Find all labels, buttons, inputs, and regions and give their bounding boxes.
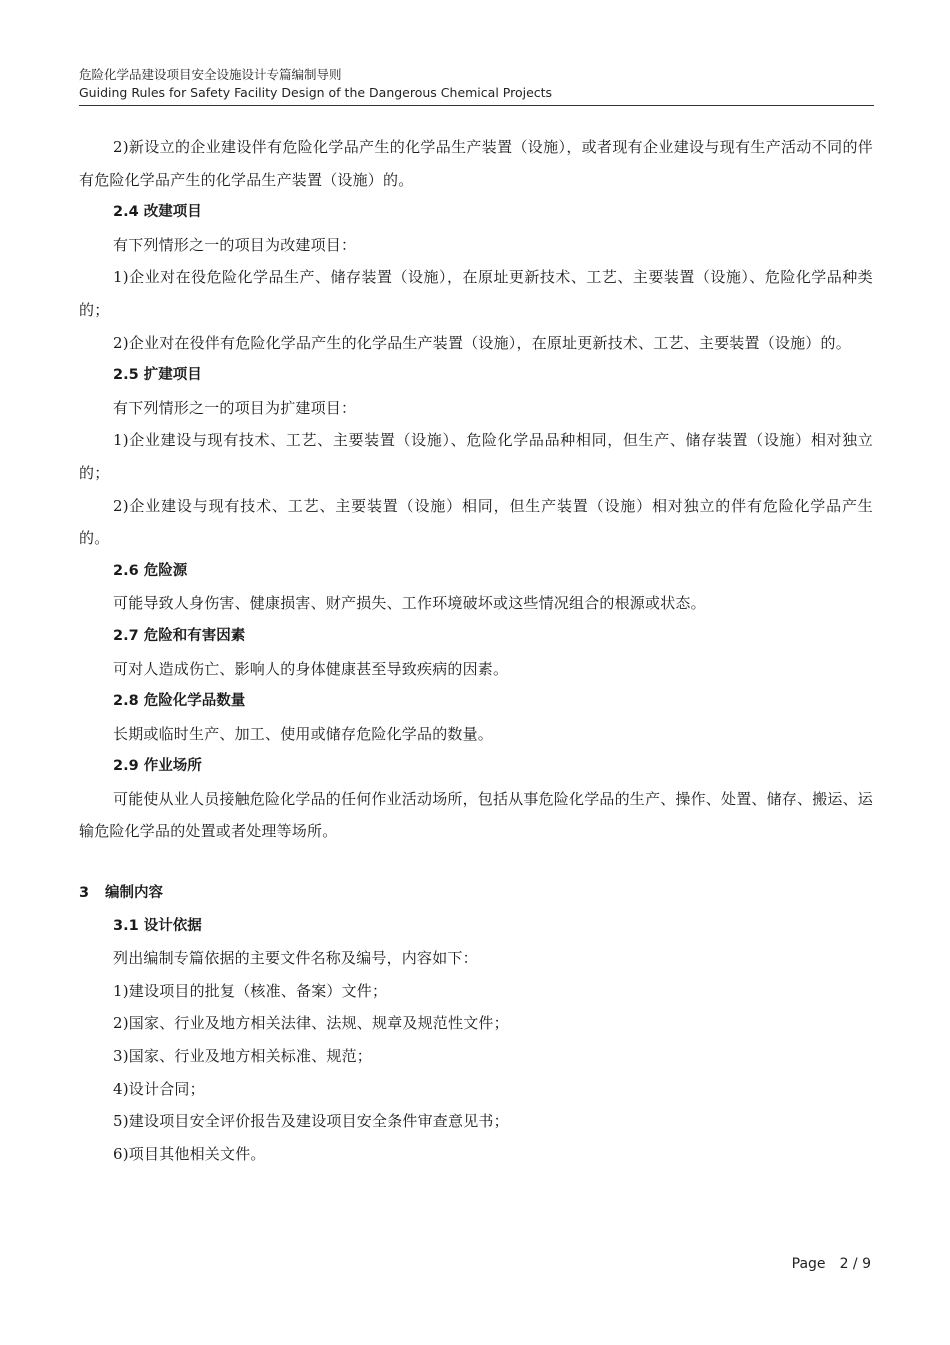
document-body bbox=[79, 131, 873, 1170]
section-heading-3-1: 3.1 设计依据 bbox=[113, 917, 202, 934]
paragraph-2-4-item-1: 1)企业对在役危险化学品生产、储存装置（设施），在原址更新技术、工艺、主要装置（设施）、危险化学品种类的； bbox=[79, 268, 873, 319]
page-header bbox=[79, 66, 874, 102]
section-heading-2-5: 2.5 扩建项目 bbox=[113, 367, 202, 384]
paragraph-2-9: 可能使从业人员接触危险化学品的任何作业活动场所，包括从事危险化学品的生产、操作、处置、储存、搬运、运输危险化学品的处置或者处理等场所。 bbox=[79, 789, 874, 841]
page-number: 2 / 9 bbox=[839, 1256, 871, 1272]
chapter-title: 编制内容 bbox=[105, 885, 163, 902]
paragraph-2-4-item-2: 2)企业对在役伴有危险化学品产生的化学品生产装置（设施），在原址更新技术、工艺、主要装置（设施）的。 bbox=[113, 333, 851, 352]
section-heading-2-4: 2.4 改建项目 bbox=[113, 204, 202, 221]
section-heading-2-7: 2.7 危险和有害因素 bbox=[113, 627, 246, 644]
paragraph-new-project-item-2: 2)新设立的企业建设伴有危险化学品产生的化学品生产装置（设施），或者现有企业建设与现有生产活动不同的伴有危险化学品产生的化学品生产装置（设施）的。 bbox=[79, 138, 873, 189]
paragraph-2-5-intro: 有下列情形之一的项目为扩建项目： bbox=[113, 398, 357, 417]
paragraph-2-5-item-1: 1)企业建设与现有技术、工艺、主要装置（设施）、危险化学品品种相同，但生产、储存装置（设施）相对独立的； bbox=[79, 431, 873, 482]
paragraph-2-7: 可对人造成伤亡、影响人的身体健康甚至导致疾病的因素。 bbox=[113, 659, 509, 678]
section-heading-2-6: 2.6 危险源 bbox=[113, 562, 188, 579]
section-heading-2-8: 2.8 危险化学品数量 bbox=[113, 693, 246, 710]
section-heading-2-9: 2.9 作业场所 bbox=[113, 758, 202, 775]
paragraph-2-6: 可能导致人身伤害、健康损害、财产损失、工作环境破坏或这些情况组合的根源或状态。 bbox=[113, 594, 706, 613]
list-item-3-1-5: 5)建设项目安全评价报告及建设项目安全条件审查意见书； bbox=[113, 1112, 509, 1131]
page-footer bbox=[792, 1256, 871, 1272]
list-item-3-1-1: 1)建设项目的批复（核准、备案）文件； bbox=[113, 981, 388, 1000]
paragraph-2-8: 长期或临时生产、加工、使用或储存危险化学品的数量。 bbox=[113, 724, 494, 743]
list-item-3-1-2: 2)国家、行业及地方相关法律、法规、规章及规范性文件； bbox=[113, 1014, 509, 1033]
header-divider bbox=[79, 105, 874, 106]
chapter-number: 3 bbox=[79, 885, 90, 902]
paragraph-2-4-intro: 有下列情形之一的项目为改建项目： bbox=[113, 235, 357, 254]
page-label: Page bbox=[791, 1256, 826, 1272]
paragraph-3-1-intro: 列出编制专篇依据的主要文件名称及编号，内容如下： bbox=[113, 949, 478, 968]
list-item-3-1-4: 4)设计合同； bbox=[113, 1079, 205, 1098]
chapter-heading-3 bbox=[79, 877, 873, 910]
header-title-english: Guiding Rules for Safety Facility Design of the Dangerous Chemical Projects bbox=[79, 85, 553, 100]
paragraph-2-5-item-2: 2)企业建设与现有技术、工艺、主要装置（设施）相同，但生产装置（设施）相对独立的伴有危险化学品产生的。 bbox=[79, 496, 873, 548]
list-item-3-1-6: 6)项目其他相关文件。 bbox=[113, 1144, 266, 1163]
list-item-3-1-3: 3)国家、行业及地方相关标准、规范； bbox=[113, 1047, 372, 1066]
header-title-chinese: 危险化学品建设项目安全设施设计专篇编制导则 bbox=[79, 67, 342, 82]
